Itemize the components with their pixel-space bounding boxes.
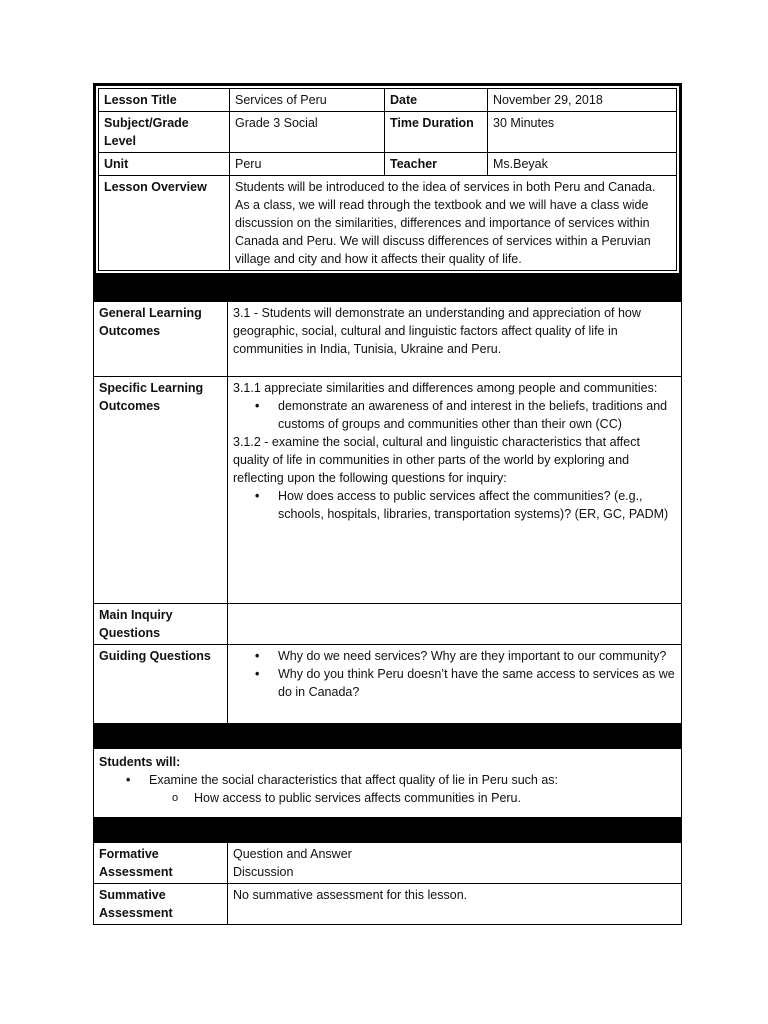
specific-outcome-1-list — [233, 397, 676, 433]
unit-label: Unit — [99, 153, 230, 176]
formative-assessment-cell — [228, 843, 682, 884]
objectives-label: Students will: — [99, 755, 181, 769]
specific-outcome-2: 3.1.2 - examine the social, cultural and linguistic characteristics that affect quality of life in communities in other parts of the world by exploring and reflecting upon the following questions for inquiry: — [233, 435, 640, 485]
summative-assessment-text: No summative assessment for this lesson. — [228, 884, 682, 925]
inquiry-questions-text — [228, 604, 682, 645]
list-item: o How access to public services affects communities in Peru. — [194, 789, 676, 807]
overview-text: Students will be introduced to the idea of services in both Peru and Canada. As a class, we will read through the textbook and we will have a class wide discussion on the similarities, differences and importance of services within Canada and Peru. We will discuss differences of services within a Peruvian village and city and how it affects their quality of life. — [230, 176, 677, 271]
teacher-value: Ms.Beyak — [488, 153, 677, 176]
section-divider — [94, 724, 682, 749]
overview-label: Lesson Overview — [99, 176, 230, 271]
specific-outcome-1: 3.1.1 appreciate similarities and differences among people and communities: — [233, 381, 658, 395]
lesson-plan — [93, 83, 682, 925]
date-value: November 29, 2018 — [488, 89, 677, 112]
specific-outcomes-label: Specific Learning Outcomes — [94, 377, 228, 604]
list-item: • Examine the social characteristics that affect quality of lie in Peru such as: — [149, 771, 676, 789]
specific-outcome-2-list — [233, 487, 676, 523]
lesson-title: Services of Peru — [230, 89, 385, 112]
unit-value: Peru — [230, 153, 385, 176]
specific-outcomes-cell — [228, 377, 682, 604]
list-item: • How does access to public services affect the communities? (e.g., schools, hospitals, libraries, transportation systems)? (ER, GC, PADM) — [278, 487, 676, 523]
objectives-sub-list — [99, 789, 676, 807]
general-outcomes-text: 3.1 - Students will demonstrate an understanding and appreciation of how geographic, social, cultural and linguistic factors affect quality of life in communities in India, Tunisia, Ukraine and Peru. — [228, 302, 682, 377]
teacher-label: Teacher — [385, 153, 488, 176]
guiding-questions-list — [233, 647, 676, 701]
summative-assessment-label: Summative Assessment — [94, 884, 228, 925]
subject-value: Grade 3 Social — [230, 112, 385, 153]
section-divider — [94, 277, 682, 302]
lesson-title-label: Lesson Title — [99, 89, 230, 112]
list-item: • demonstrate an awareness of and interest in the beliefs, traditions and customs of groups and communities other than their own (CC) — [278, 397, 676, 433]
subject-label: Subject/Grade Level — [99, 112, 230, 153]
objectives-cell — [94, 749, 682, 818]
formative-assessment-item: Question and Answer — [233, 847, 352, 861]
header-table — [98, 88, 677, 271]
guiding-questions-label: Guiding Questions — [94, 645, 228, 724]
duration-label: Time Duration — [385, 112, 488, 153]
outcomes-table — [93, 276, 682, 925]
date-label: Date — [385, 89, 488, 112]
inquiry-questions-label: Main Inquiry Questions — [94, 604, 228, 645]
list-item: • Why do you think Peru doesn’t have the same access to services as we do in Canada? — [278, 665, 676, 701]
lesson-header — [93, 83, 682, 276]
section-divider — [94, 818, 682, 843]
general-outcomes-label: General Learning Outcomes — [94, 302, 228, 377]
formative-assessment-item: Discussion — [233, 865, 294, 879]
list-item: • Why do we need services? Why are they important to our community? — [278, 647, 676, 665]
duration-value: 30 Minutes — [488, 112, 677, 153]
formative-assessment-label: Formative Assessment — [94, 843, 228, 884]
guiding-questions-cell — [228, 645, 682, 724]
objectives-list — [99, 771, 676, 789]
